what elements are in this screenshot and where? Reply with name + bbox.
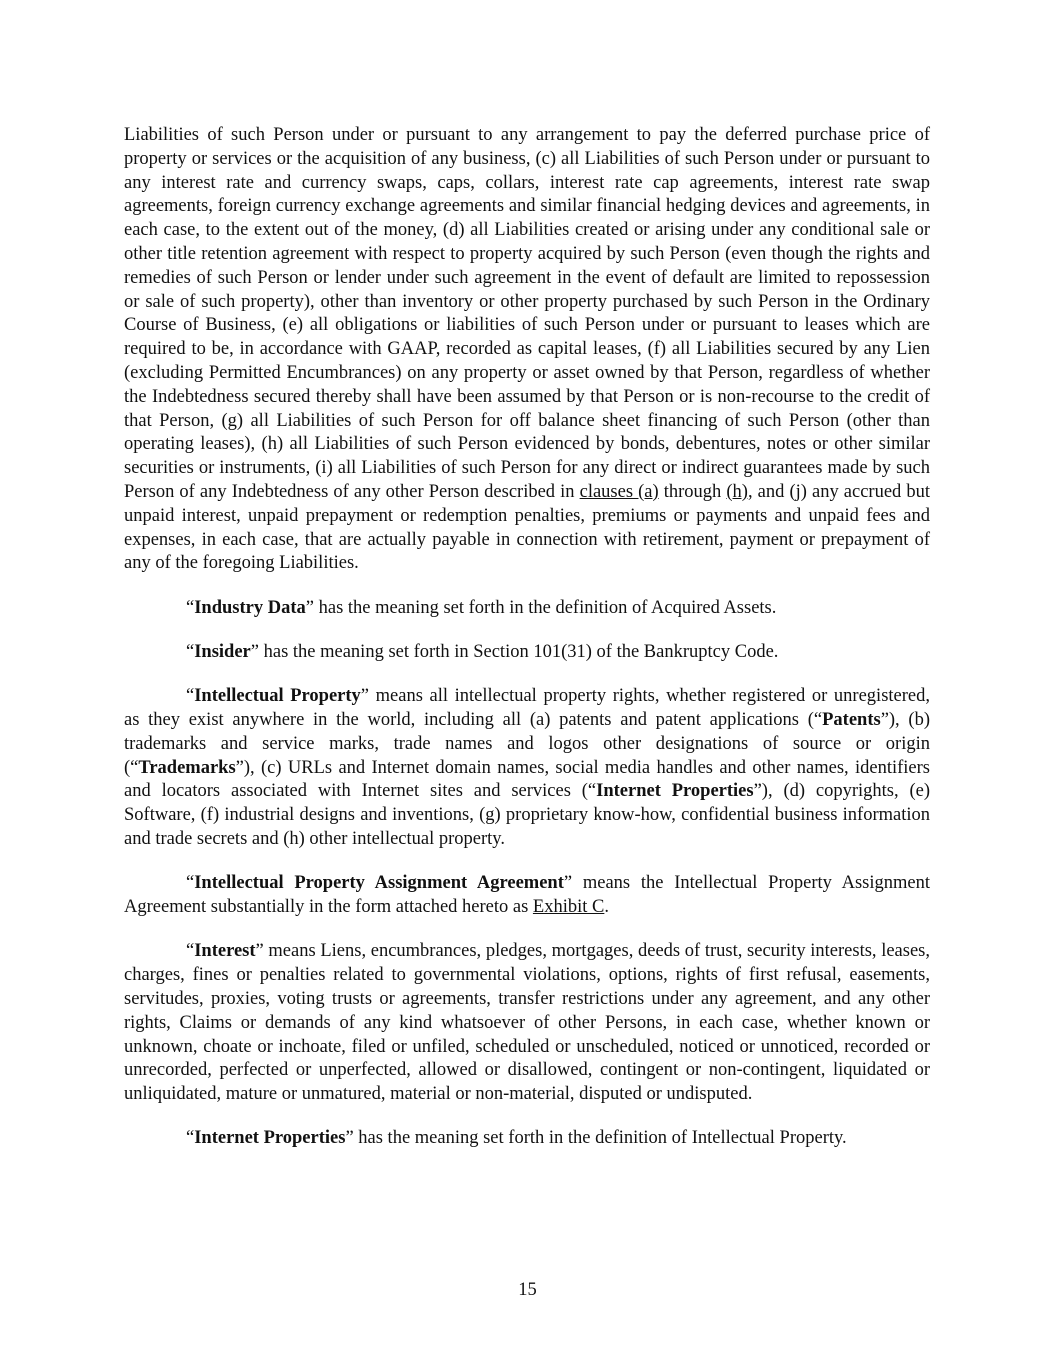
paragraph-text: , and (j) any accrued but unpaid interest, unpaid prepayment or redemption penalties, premiums or payments and unpaid fees and expenses, in each case, that are actually payable in connection with retirement, payment or prepayment of any of the foregoing Liabilities.	[124, 481, 930, 574]
defined-term: Intellectual Property Assignment Agreement	[194, 873, 564, 894]
definition-internet-properties	[124, 1127, 930, 1151]
quote-mark: “	[186, 873, 195, 894]
defined-term: Interest	[194, 941, 256, 962]
page-number: 15	[518, 1280, 537, 1300]
quote-mark: “	[186, 1128, 195, 1149]
definition-intellectual-property	[124, 685, 930, 852]
document-page	[124, 124, 930, 1172]
definition-text: ” means all intellectual property rights, whether registered or unregistered, as they exist anywhere in the world, including all (a) patents and patent applications (“	[124, 686, 930, 731]
definition-text: ”), (c) URLs and Internet domain names, social media handles and other names, identifiers and locators associated with Internet sites and services (“	[124, 757, 930, 802]
quote-mark: “	[186, 941, 195, 962]
quote-mark: “	[186, 641, 195, 662]
defined-term: Industry Data	[194, 597, 306, 618]
definition-text: ” means Liens, encumbrances, pledges, mortgages, deeds of trust, security interests, leases, charges, fines or penalties related to governmental violations, options, rights of first refusal, easements, servitudes, proxies, voting trusts or agreements, transfer restrictions under any agreement, and any other rights, Claims or demands of any kind whatsoever of other Persons, in each case, whether known or unknown, choate or inchoate, filed or unfiled, scheduled or unscheduled, noticed or unnoticed, recorded or unrecorded, perfected or unperfected, allowed or disallowed, contingent or non-contingent, liquidated or unliquidated, mature or unmatured, material or non-material, disputed or undisputed.	[124, 941, 930, 1105]
definition-text: ” has the meaning set forth in the definition of Intellectual Property.	[345, 1128, 847, 1149]
paragraph-text: Liabilities of such Person under or pursuant to any arrangement to pay the deferred purchase price of property or services or the acquisition of any business, (c) all Liabilities of such Person under or pursuant to any interest rate and currency swaps, caps, collars, interest rate cap agreements, interest rate swap agreements, foreign currency exchange agreements and similar financial hedging devices and agreements, in each case, to the extent out of the money, (d) all Liabilities created or arising under any conditional sale or other title retention agreement with respect to property acquired by such Person (even though the rights and remedies of such Person or lender under such agreement in the event of default are limited to repossession or sale of such property), other than inventory or other property purchased by such Person in the Ordinary Course of Business, (e) all obligations or liabilities of such Person under or pursuant to leases which are required to be, in accordance with GAAP, recorded as capital leases, (f) all Liabilities secured by any Lien (excluding Permitted Encumbrances) on any property or asset owned by that Person, regardless of whether the Indebtedness secured thereby shall have been assumed by that Person or is non-recourse to the credit of that Person, (g) all Liabilities of such Person for off balance sheet financing of such Person (other than operating leases), (h) all Liabilities of such Person evidenced by bonds, debentures, notes or other similar securities or instruments, (i) all Liabilities of such Person for any direct or indirect guarantees made by such Person of any Indebtedness of any other Person described in	[124, 125, 930, 502]
definition-text: ” means the Intellectual Property Assignment Agreement substantially in the form attached hereto as	[124, 873, 930, 918]
defined-term: Internet Properties	[596, 781, 754, 802]
definition-insider	[124, 641, 930, 665]
defined-term: Insider	[194, 641, 251, 662]
clause-reference: clauses (a)	[579, 481, 659, 502]
definition-interest	[124, 940, 930, 1107]
defined-term: Trademarks	[138, 757, 236, 778]
definition-industry-data	[124, 597, 930, 621]
clause-reference: (h)	[726, 481, 748, 502]
exhibit-reference: Exhibit C	[532, 897, 605, 918]
defined-term: Patents	[822, 710, 881, 731]
definition-text: .	[604, 897, 609, 918]
defined-term: Internet Properties	[194, 1128, 346, 1149]
definition-text: ” has the meaning set forth in Section 101(31) of the Bankruptcy Code.	[250, 641, 779, 662]
definition-text: ”), (b) trademarks and service marks, trade names and logos other designations of source or origin (“	[124, 710, 930, 778]
definition-text: ” has the meaning set forth in the definition of Acquired Assets.	[305, 597, 777, 618]
defined-term: Intellectual Property	[194, 686, 361, 707]
paragraph-text: through	[658, 481, 727, 502]
definition-ip-assignment-agreement	[124, 872, 930, 920]
quote-mark: “	[186, 686, 195, 707]
definition-text: ”), (d) copyrights, (e) Software, (f) industrial designs and inventions, (g) proprietary know-how, confidential business information and trade secrets and (h) other intellectual property.	[124, 781, 930, 850]
quote-mark: “	[186, 597, 195, 618]
paragraph-indebtedness-continued	[124, 124, 930, 576]
